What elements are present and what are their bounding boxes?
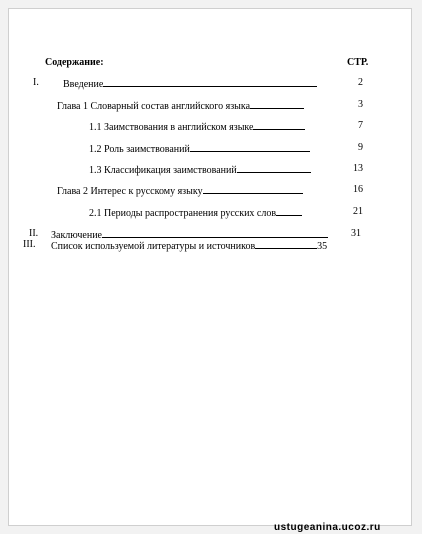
toc-entry-text: Глава 2 Интерес к русскому языку [57,184,303,198]
toc-entry-page: 7 [358,120,363,131]
toc-entry-number: II. [29,228,39,239]
toc-entry-page: 21 [353,206,363,217]
toc-page-column-header: СТР. [347,57,369,68]
toc-entry-page: 2 [358,77,363,88]
toc-entry [33,206,373,218]
document-page [8,8,412,526]
toc-entry [23,239,373,251]
toc-entry [33,120,373,132]
toc-entry-page: 16 [353,184,363,195]
toc-entry-text: Заключение [51,228,328,242]
toc-entry-text: 2.1 Периоды распространения русских слов [89,206,302,220]
toc-entry-page: 3 [358,99,363,110]
toc-entry [33,77,373,89]
toc-entry [33,184,373,196]
toc-entry-page: 13 [353,163,363,174]
toc-entry-number: III. [23,239,36,250]
toc-entry [33,99,373,111]
toc-title: Содержание: [45,57,104,68]
table-of-contents [9,9,411,525]
toc-entry-text: Глава 1 Словарный состав английского языка [57,99,304,113]
toc-entry-page: 31 [351,228,361,239]
toc-entry-text: 1.3 Классификация заимствований [89,163,311,177]
toc-entry [33,163,373,175]
toc-entry-text: Список используемой литературы и источников 35 [51,241,328,252]
toc-entry-number: I. [33,77,39,88]
toc-entry-text: 1.2 Роль заимствований [89,142,310,156]
toc-entry-page: 9 [358,142,363,153]
toc-entry-text: 1.1 Заимствования в английском языке [89,120,305,134]
toc-entry-text: Введение [63,77,317,91]
toc-entry-page: 35 [317,241,328,252]
toc-entry [33,142,373,154]
watermark: ustugeanina.ucoz.ru [274,522,381,533]
